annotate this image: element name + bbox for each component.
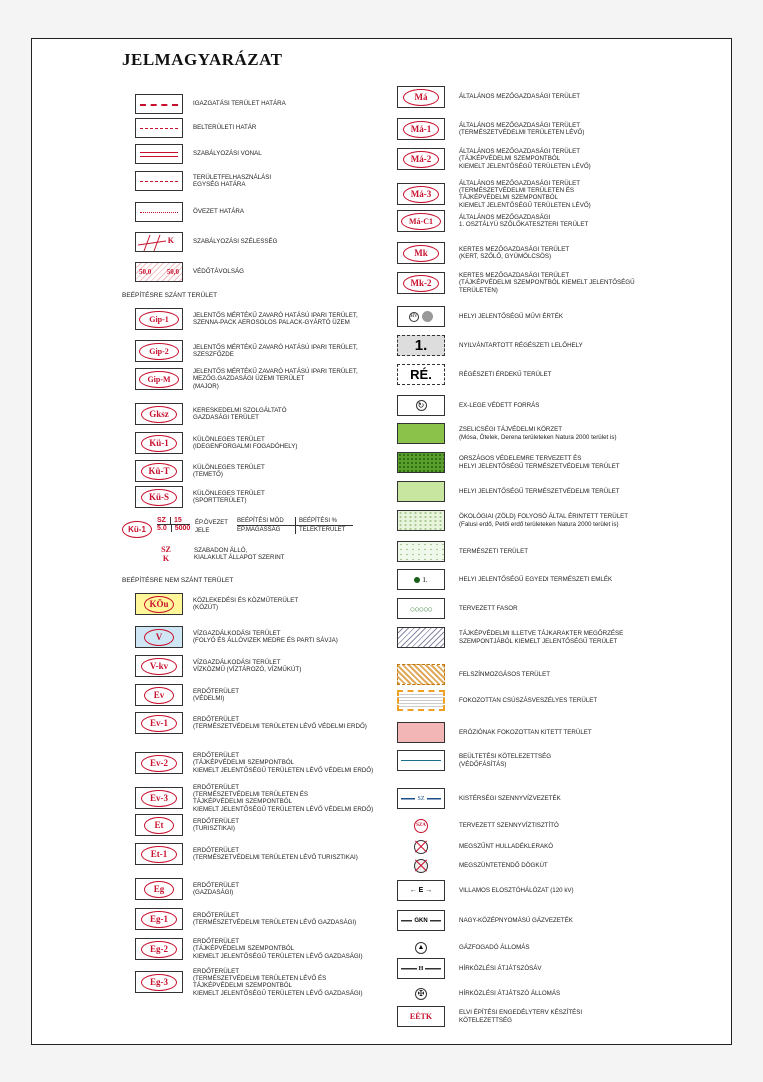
legend-symbol — [397, 958, 445, 979]
legend-symbol — [397, 364, 445, 385]
legend-item — [397, 836, 553, 857]
filled-circle-icon — [422, 311, 433, 322]
dot-icon — [414, 577, 420, 583]
legend-item — [397, 958, 542, 979]
legend-label: KERTES MEZŐGAZDASÁGI TERÜLET (TÁJKÉPVÉDELMI SZEMPONTBÓL KIEMELT JELENTŐSÉGŰ TERÜLETEN) — [459, 272, 635, 294]
legend-item — [397, 148, 591, 170]
legend-item — [135, 843, 358, 865]
legend-symbol — [397, 510, 445, 531]
sz-text: SZ — [161, 545, 171, 554]
legend-symbol — [135, 712, 183, 734]
legend-item — [397, 815, 559, 836]
legend-item — [397, 937, 529, 958]
legend-label: TERVEZETT FASOR — [459, 604, 518, 612]
zone-code: KÖu — [144, 596, 174, 613]
legend-symbol — [135, 171, 183, 191]
legend-label: TERVEZETT SZENNYVÍZTISZTÍTÓ — [459, 821, 559, 829]
legend-item — [135, 308, 358, 330]
legend-item — [397, 722, 592, 743]
zone-code: Kü-T — [141, 463, 177, 480]
legend-label: ZSELICSÉGI TÁJVÉDELMI KÖRZET (Mósa, Ötelek, Derena területeken Natura 2000 terület is) — [459, 426, 617, 441]
legend-item — [397, 180, 591, 209]
legend-item — [397, 664, 550, 685]
legend-label: FELSZÍNMOZGÁSOS TERÜLET — [459, 670, 550, 678]
legend-symbol — [135, 655, 183, 677]
zone-label: ÉP.ÖVEZET JELE — [195, 520, 228, 534]
legend-item — [397, 364, 551, 385]
legend-label: ERDŐTERÜLET (GAZDASÁGI) — [193, 881, 240, 896]
legend-symbol — [397, 335, 445, 356]
legend-symbol — [397, 481, 445, 502]
legend-item — [397, 86, 580, 108]
legend-label: SZABADON ÁLLÓ, KIALAKULT ÁLLAPOT SZERINT — [194, 546, 285, 561]
legend-label: ERDŐTERÜLET (TERMÉSZETVÉDELMI TERÜLETEN LÉVŐ ÉS TÁJKÉPVÉDELMI SZEMPONTBÓL KIEMELT JELENTŐSÉGŰ TERÜLETEN LÉVŐ GAZDASÁGI) — [193, 968, 363, 997]
zone-code: Eg-3 — [141, 974, 177, 991]
hv-icon: HV — [409, 312, 419, 322]
legend-label: ÖVEZET HATÁRA — [193, 208, 244, 216]
legend-label: KISTÉRSÉGI SZENNYVÍZVEZETÉK — [459, 794, 561, 802]
legend-item — [397, 481, 620, 502]
legend-item — [148, 545, 284, 563]
legend-label: KÜLÖNLEGES TERÜLET (IDEGENFORGALMI FOGADÓHELY) — [193, 435, 298, 450]
code-2: 50,0 — [166, 268, 179, 276]
legend-item — [135, 626, 338, 648]
legend-symbol — [135, 94, 183, 114]
zone-v: 5.0 — [157, 525, 167, 532]
legend-symbol — [397, 836, 445, 857]
legend-symbol — [397, 1006, 445, 1027]
legend-item — [135, 814, 239, 836]
legend-symbol — [397, 306, 445, 327]
legend-symbol — [397, 395, 445, 416]
legend-item — [135, 202, 244, 222]
zone-code: Kü-1 — [122, 521, 152, 538]
legend-label: ELVI ÉPÍTÉSI ENGEDÉLYTERV KÉSZÍTÉSI KÖTELEZETTSÉG — [459, 1009, 583, 1024]
legend-label: HÍRKÖZLÉSI ÁTJÁTSZÓ ÁLLOMÁS — [459, 989, 561, 997]
legend-symbol — [135, 232, 183, 252]
sza-icon: SZA — [414, 819, 428, 833]
legend-item — [397, 306, 563, 327]
zone-code: Gip-2 — [139, 343, 179, 360]
legend-label: SZABÁLYOZÁSI VONAL — [193, 150, 262, 158]
legend-label: ERDŐTERÜLET (TÁJKÉPVÉDELMI SZEMPONTBÓL KIEMELT JELENTŐSÉGŰ TERÜLETEN LÉVŐ GAZDASÁGI) — [193, 938, 363, 960]
legend-label: BELTERÜLETI HATÁR — [193, 124, 257, 132]
legend-item — [135, 118, 256, 138]
legend-item — [397, 541, 528, 562]
legend-item — [135, 94, 286, 114]
legend-label: GÁZFOGADÓ ÁLLOMÁS — [459, 943, 530, 951]
code-k: K — [167, 236, 174, 245]
legend-item — [397, 627, 623, 648]
legend-item — [397, 598, 518, 619]
zone-code: Ev-3 — [141, 790, 177, 807]
legend-symbol — [397, 910, 445, 931]
zone-h2: BEÉPÍTÉSI % — [295, 517, 353, 525]
legend-symbol — [135, 368, 183, 390]
legend-symbol — [135, 202, 183, 222]
eetk-code: EÉTK — [409, 1012, 433, 1021]
legend-label: EX-LEGE VÉDETT FORRÁS — [459, 401, 540, 409]
emlek-number: 1. — [422, 575, 428, 584]
zone-h1: BEÉPÍTÉSI MÓD — [237, 518, 284, 524]
legend-item — [397, 855, 548, 876]
gas-line-label: GKN — [414, 917, 428, 924]
legend-symbol — [135, 684, 183, 706]
legend-label: ERDŐTERÜLET (TERMÉSZETVÉDELMI TERÜLETEN LÉVŐ GAZDASÁGI) — [193, 911, 357, 926]
legend-item — [397, 242, 569, 264]
legend-label: JELENTŐS MÉRTÉKŰ ZAVARÓ HATÁSÚ IPARI TERÜLET, MEZŐG.GAZDASÁGI ÜZEMI TERÜLET (MAJOR) — [193, 368, 358, 390]
legend-symbol — [135, 460, 183, 482]
legend-label: ÁLTALÁNOS MEZŐGAZDASÁGI TERÜLET (TERMÉSZETVÉDELMI TERÜLETEN ÉS TÁJKÉPVÉDELMI SZEMPONTBÓL KIEMELT JELENTŐSÉGŰ TERÜLETEN LÉVŐ) — [459, 180, 591, 209]
legend-item — [135, 486, 265, 508]
legend-symbol — [135, 787, 183, 809]
carcass-pit-icon — [414, 859, 428, 873]
legend-item — [397, 210, 588, 232]
legend-label: JELENTŐS MÉRTÉKŰ ZAVARÓ HATÁSÚ IPARI TERÜLET, SZENNA-PACK AEROSOLOS PALACK-GYÁRTÓ ÜZEM — [193, 311, 358, 326]
spring-icon: ↻ — [416, 400, 427, 411]
legend-symbol — [397, 148, 445, 170]
legend-label: TÁJKÉPVÉDELMI ILLETVE TÁJKARAKTER MEGŐRZÉSE SZEMPONTJÁBÓL KIEMELT JELENTŐSÉGŰ TERÜLET — [459, 630, 624, 645]
legend-label: HÍRKÖZLÉSI ÁTJÁTSZÓSÁV — [459, 964, 542, 972]
legend-label: NAGY-KÖZÉPNYOMÁSÚ GÁZVEZETÉK — [459, 916, 573, 924]
legend-label: IGAZGATÁSI TERÜLET HATÁRA — [193, 100, 286, 108]
zone-code: Ev-1 — [141, 715, 177, 732]
legend-symbol — [135, 144, 183, 164]
legend-item — [397, 750, 551, 771]
legend-label: VILLAMOS ELOSZTÓHÁLÓZAT (120 kV) — [459, 886, 574, 894]
legend-label: HELYI JELENTŐSÉGŰ MŰVI ÉRTÉK — [459, 312, 563, 320]
legend-item — [397, 118, 584, 140]
landfill-icon — [414, 840, 428, 854]
re-text: RÉ. — [410, 367, 432, 382]
k-text: K — [162, 554, 170, 563]
zone-code: Má-3 — [403, 186, 439, 203]
legend-label: SZABÁLYOZÁSI SZÉLESSÉG — [193, 238, 278, 246]
tree-row-icon: ○○○○○ — [409, 603, 433, 614]
zone-code: Mk — [403, 245, 439, 262]
legend-symbol — [397, 983, 445, 1004]
legend-symbol — [397, 598, 445, 619]
zone-code: Kü-1 — [141, 435, 177, 452]
legend-symbol — [397, 86, 445, 108]
legend-label: VÉDŐTÁVOLSÁG — [193, 268, 244, 276]
legend-item — [135, 432, 297, 454]
legend-symbol — [135, 843, 183, 865]
zone-code: Gip-M — [139, 371, 179, 388]
legend-symbol — [397, 210, 445, 232]
section-notbuilt: BEÉPÍTÉSRE NEM SZÁNT TERÜLET — [122, 577, 234, 584]
zone-code: Má-C1 — [401, 213, 441, 230]
legend-item — [135, 262, 244, 282]
legend-symbol — [135, 814, 183, 836]
zone-code: V — [144, 629, 174, 646]
legend-label: ÖKOLÓGIAI (ZÖLD) FOLYOSÓ ÁLTAL ÉRINTETT TERÜLET (Falusi erdő, Petői erdő területeken Natura 2000 terület is) — [459, 513, 629, 528]
legend-symbol — [397, 722, 445, 743]
legend-symbol — [135, 626, 183, 648]
legend-symbol — [397, 242, 445, 264]
legend-symbol — [397, 750, 445, 771]
legend-item — [135, 232, 277, 252]
legend-symbol — [135, 432, 183, 454]
legend-item — [397, 335, 583, 356]
legend-label: TERÜLETFELHASZNÁLÁSI EGYSÉG HATÁRA — [193, 173, 272, 188]
legend-item — [135, 752, 373, 774]
legend-symbol — [397, 664, 445, 685]
legend-symbol — [135, 593, 183, 615]
zone-code: Kü-S — [141, 489, 177, 506]
legend-item — [397, 983, 560, 1004]
legend-symbol — [135, 971, 183, 993]
legend-symbol — [135, 908, 183, 930]
zone-code: Et-1 — [141, 846, 177, 863]
legend-item — [397, 880, 574, 901]
legend-symbol — [397, 855, 445, 876]
legend-item — [397, 272, 635, 294]
legend-symbol — [397, 627, 445, 648]
legend-symbol — [397, 541, 445, 562]
zone-n2: 5000 — [171, 525, 191, 532]
legend-item — [135, 655, 301, 677]
legend-symbol — [397, 272, 445, 294]
legend-title: JELMAGYARÁZAT — [122, 50, 283, 69]
legend-label: KERESKEDELMI SZOLGÁLTATÓ GAZDASÁGI TERÜLET — [193, 406, 287, 421]
legend-item — [135, 460, 265, 482]
legend-label: ÁLTALÁNOS MEZŐGAZDASÁGI TERÜLET — [459, 93, 581, 101]
legend-symbol — [397, 937, 445, 958]
zone-code: Má-2 — [403, 151, 439, 168]
zone-h4: TELEKTERÜLET — [295, 526, 353, 534]
legend-label: KÖZLEKEDÉSI ÉS KÖZMŰTERÜLET (KÖZÚT) — [193, 596, 299, 611]
zone-code: Má — [403, 89, 439, 106]
legend-label: ERÓZIÓNAK FOKOZOTTAN KITETT TERÜLET — [459, 728, 592, 736]
legend-item — [397, 423, 617, 444]
zone-code: Eg — [144, 881, 174, 898]
sz-k-symbol — [148, 545, 184, 563]
legend-item — [397, 569, 612, 590]
power-line-icon: ← E → — [409, 887, 433, 894]
section-built: BEÉPÍTÉSRE SZÁNT TERÜLET — [122, 292, 218, 299]
legend-symbol — [135, 752, 183, 774]
legend-item — [135, 938, 363, 960]
legend-item — [135, 712, 367, 734]
legend-symbol — [135, 262, 183, 282]
zone-code: Mk-2 — [403, 275, 439, 292]
legend-symbol — [135, 118, 183, 138]
legend-item — [397, 690, 597, 711]
legend-label: KÜLÖNLEGES TERÜLET (TEMETŐ) — [193, 463, 265, 478]
legend-label: ÁLTALÁNOS MEZŐGAZDASÁGI TERÜLET (TERMÉSZETVÉDELMI TERÜLETEN LÉVŐ) — [459, 121, 585, 136]
zone-sz: SZ — [157, 517, 166, 524]
legend-label: HELYI JELENTŐSÉGŰ TERMÉSZETVÉDELMI TERÜLET — [459, 487, 620, 495]
legend-symbol — [397, 788, 445, 809]
zone-key — [122, 517, 372, 547]
legend-item — [135, 368, 358, 390]
legend-symbol — [135, 340, 183, 362]
legend-symbol — [135, 486, 183, 508]
telecom-station-icon: ✠ — [415, 988, 427, 1000]
legend-label: RÉGÉSZETI ÉRDEKŰ TERÜLET — [459, 370, 552, 378]
legend-label: NYILVÁNTARTOTT RÉGÉSZETI LELŐHELY — [459, 341, 583, 349]
legend-item — [135, 784, 373, 813]
telecom-band-label: H — [418, 965, 424, 972]
zone-code: Gip-1 — [139, 311, 179, 328]
legend-item — [135, 144, 262, 164]
legend-symbol — [135, 938, 183, 960]
legend-label: MEGSZŰNT HULLADÉKLERAKÓ — [459, 842, 554, 850]
legend-label: ERDŐTERÜLET (TERMÉSZETVÉDELMI TERÜLETEN LÉVŐ VÉDELMI ERDŐ) — [193, 715, 367, 730]
legend-symbol — [397, 569, 445, 590]
legend-symbol — [397, 690, 445, 711]
legend-item — [397, 910, 573, 931]
zone-code: Má-1 — [403, 121, 439, 138]
legend-item — [397, 395, 539, 416]
legend-label: VÍZGAZDÁLKODÁSI TERÜLET (FOLYÓ ÉS ÁLLÓVIZEK MEDRE ÉS PARTI SÁVJA) — [193, 629, 338, 644]
legend-item — [135, 908, 356, 930]
legend-label: HELYI JELENTŐSÉGŰ EGYEDI TERMÉSZETI EMLÉK — [459, 575, 613, 583]
zone-code: Et — [144, 817, 174, 834]
legend-label: ERDŐTERÜLET (TÁJKÉPVÉDELMI SZEMPONTBÓL KIEMELT JELENTŐSÉGŰ TERÜLETEN LÉVŐ VÉDELMI ERDŐ) — [193, 752, 374, 774]
legend-item — [135, 593, 298, 615]
legend-item — [135, 684, 239, 706]
legend-label: JELENTŐS MÉRTÉKŰ ZAVARÓ HATÁSÚ IPARI TERÜLET, SZESZFŐZDE — [193, 343, 358, 358]
zone-code: Eg-1 — [141, 911, 177, 928]
legend-label: ERDŐTERÜLET (TURISZTIKAI) — [193, 817, 240, 832]
legend-label: ERDŐTERÜLET (VÉDELMI) — [193, 687, 240, 702]
zone-grid — [157, 517, 190, 532]
legend-label: ORSZÁGOS VÉDELEMRE TERVEZETT ÉS HELYI JELENTŐSÉGŰ TERMÉSZETVÉDELMI TERÜLET — [459, 455, 620, 470]
legend-label: BEÜLTETÉSI KÖTELEZETTSÉG (VÉDŐFÁSÍTÁS) — [459, 753, 552, 768]
legend-item — [397, 788, 561, 809]
legend-label: KÜLÖNLEGES TERÜLET (SPORTTERÜLET) — [193, 489, 265, 504]
legend-label: ÁLTALÁNOS MEZŐGAZDASÁGI TERÜLET (TÁJKÉPVÉDELMI SZEMPONTBÓL KIEMELT JELENTŐSÉGŰ TERÜLETEN LÉVŐ) — [459, 148, 591, 170]
legend-symbol — [397, 815, 445, 836]
legend-item — [397, 510, 628, 531]
zone-headers — [237, 517, 353, 534]
legend-label: KERTES MEZŐGAZDASÁGI TERÜLET (KERT, SZŐLŐ, GYÜMÖLCSÖS) — [459, 245, 570, 260]
legend-label: ERDŐTERÜLET (TERMÉSZETVÉDELMI TERÜLETEN ÉS TÁJKÉPVÉDELMI SZEMPONTBÓL KIEMELT JELENTŐSÉGŰ TERÜLETEN LÉVŐ VÉDELMI ERDŐ) — [193, 784, 374, 813]
legend-label: ERDŐTERÜLET (TERMÉSZETVÉDELMI TERÜLETEN LÉVŐ TURISZTIKAI) — [193, 846, 358, 861]
gas-station-icon: ▲ — [415, 942, 427, 954]
legend-symbol — [397, 118, 445, 140]
legend-symbol — [397, 880, 445, 901]
zone-n1: 15 — [170, 517, 182, 524]
planting-line-icon — [401, 760, 441, 761]
zone-code: Ev-2 — [141, 755, 177, 772]
legend-item — [135, 171, 271, 191]
legend-label: FOKOZOTTAN CSÚSZÁSVESZÉLYES TERÜLET — [459, 696, 598, 704]
legend-label: MEGSZÜNTETENDŐ DÖGKÚT — [459, 861, 548, 869]
legend-item — [397, 452, 620, 473]
legend-label: VÍZGAZDÁLKODÁSI TERÜLET VÍZKÖZMŰ (VÍZTÁROZÓ, VÍZMŰKÚT) — [193, 658, 302, 673]
legend-symbol — [135, 878, 183, 900]
zone-code: Ev — [144, 687, 174, 704]
zone-code: V-kv — [141, 658, 177, 675]
legend-symbol — [397, 183, 445, 205]
zone-h3: ÉP.MAGASSÁG — [237, 527, 281, 533]
legend-symbol — [397, 452, 445, 473]
code-1: 50,0 — [139, 268, 152, 276]
zone-code: Eg-2 — [141, 941, 177, 958]
sewer-label: SZ — [417, 795, 425, 802]
legend-symbol — [397, 423, 445, 444]
legend-symbol — [135, 308, 183, 330]
legend-label: TERMÉSZETI TERÜLET — [459, 547, 528, 555]
legend-item — [135, 878, 239, 900]
legend-label: ÁLTALÁNOS MEZŐGAZDASÁGI 1. OSZTÁLYÚ SZŐLŐKATESZTERI TERÜLET — [459, 213, 589, 228]
legend-item — [135, 403, 287, 425]
zone-code: Gksz — [141, 406, 177, 423]
legend-symbol — [135, 403, 183, 425]
legend-item — [135, 340, 358, 362]
legend-item — [135, 968, 363, 997]
site-number: 1. — [414, 337, 428, 354]
legend-item — [397, 1006, 582, 1027]
